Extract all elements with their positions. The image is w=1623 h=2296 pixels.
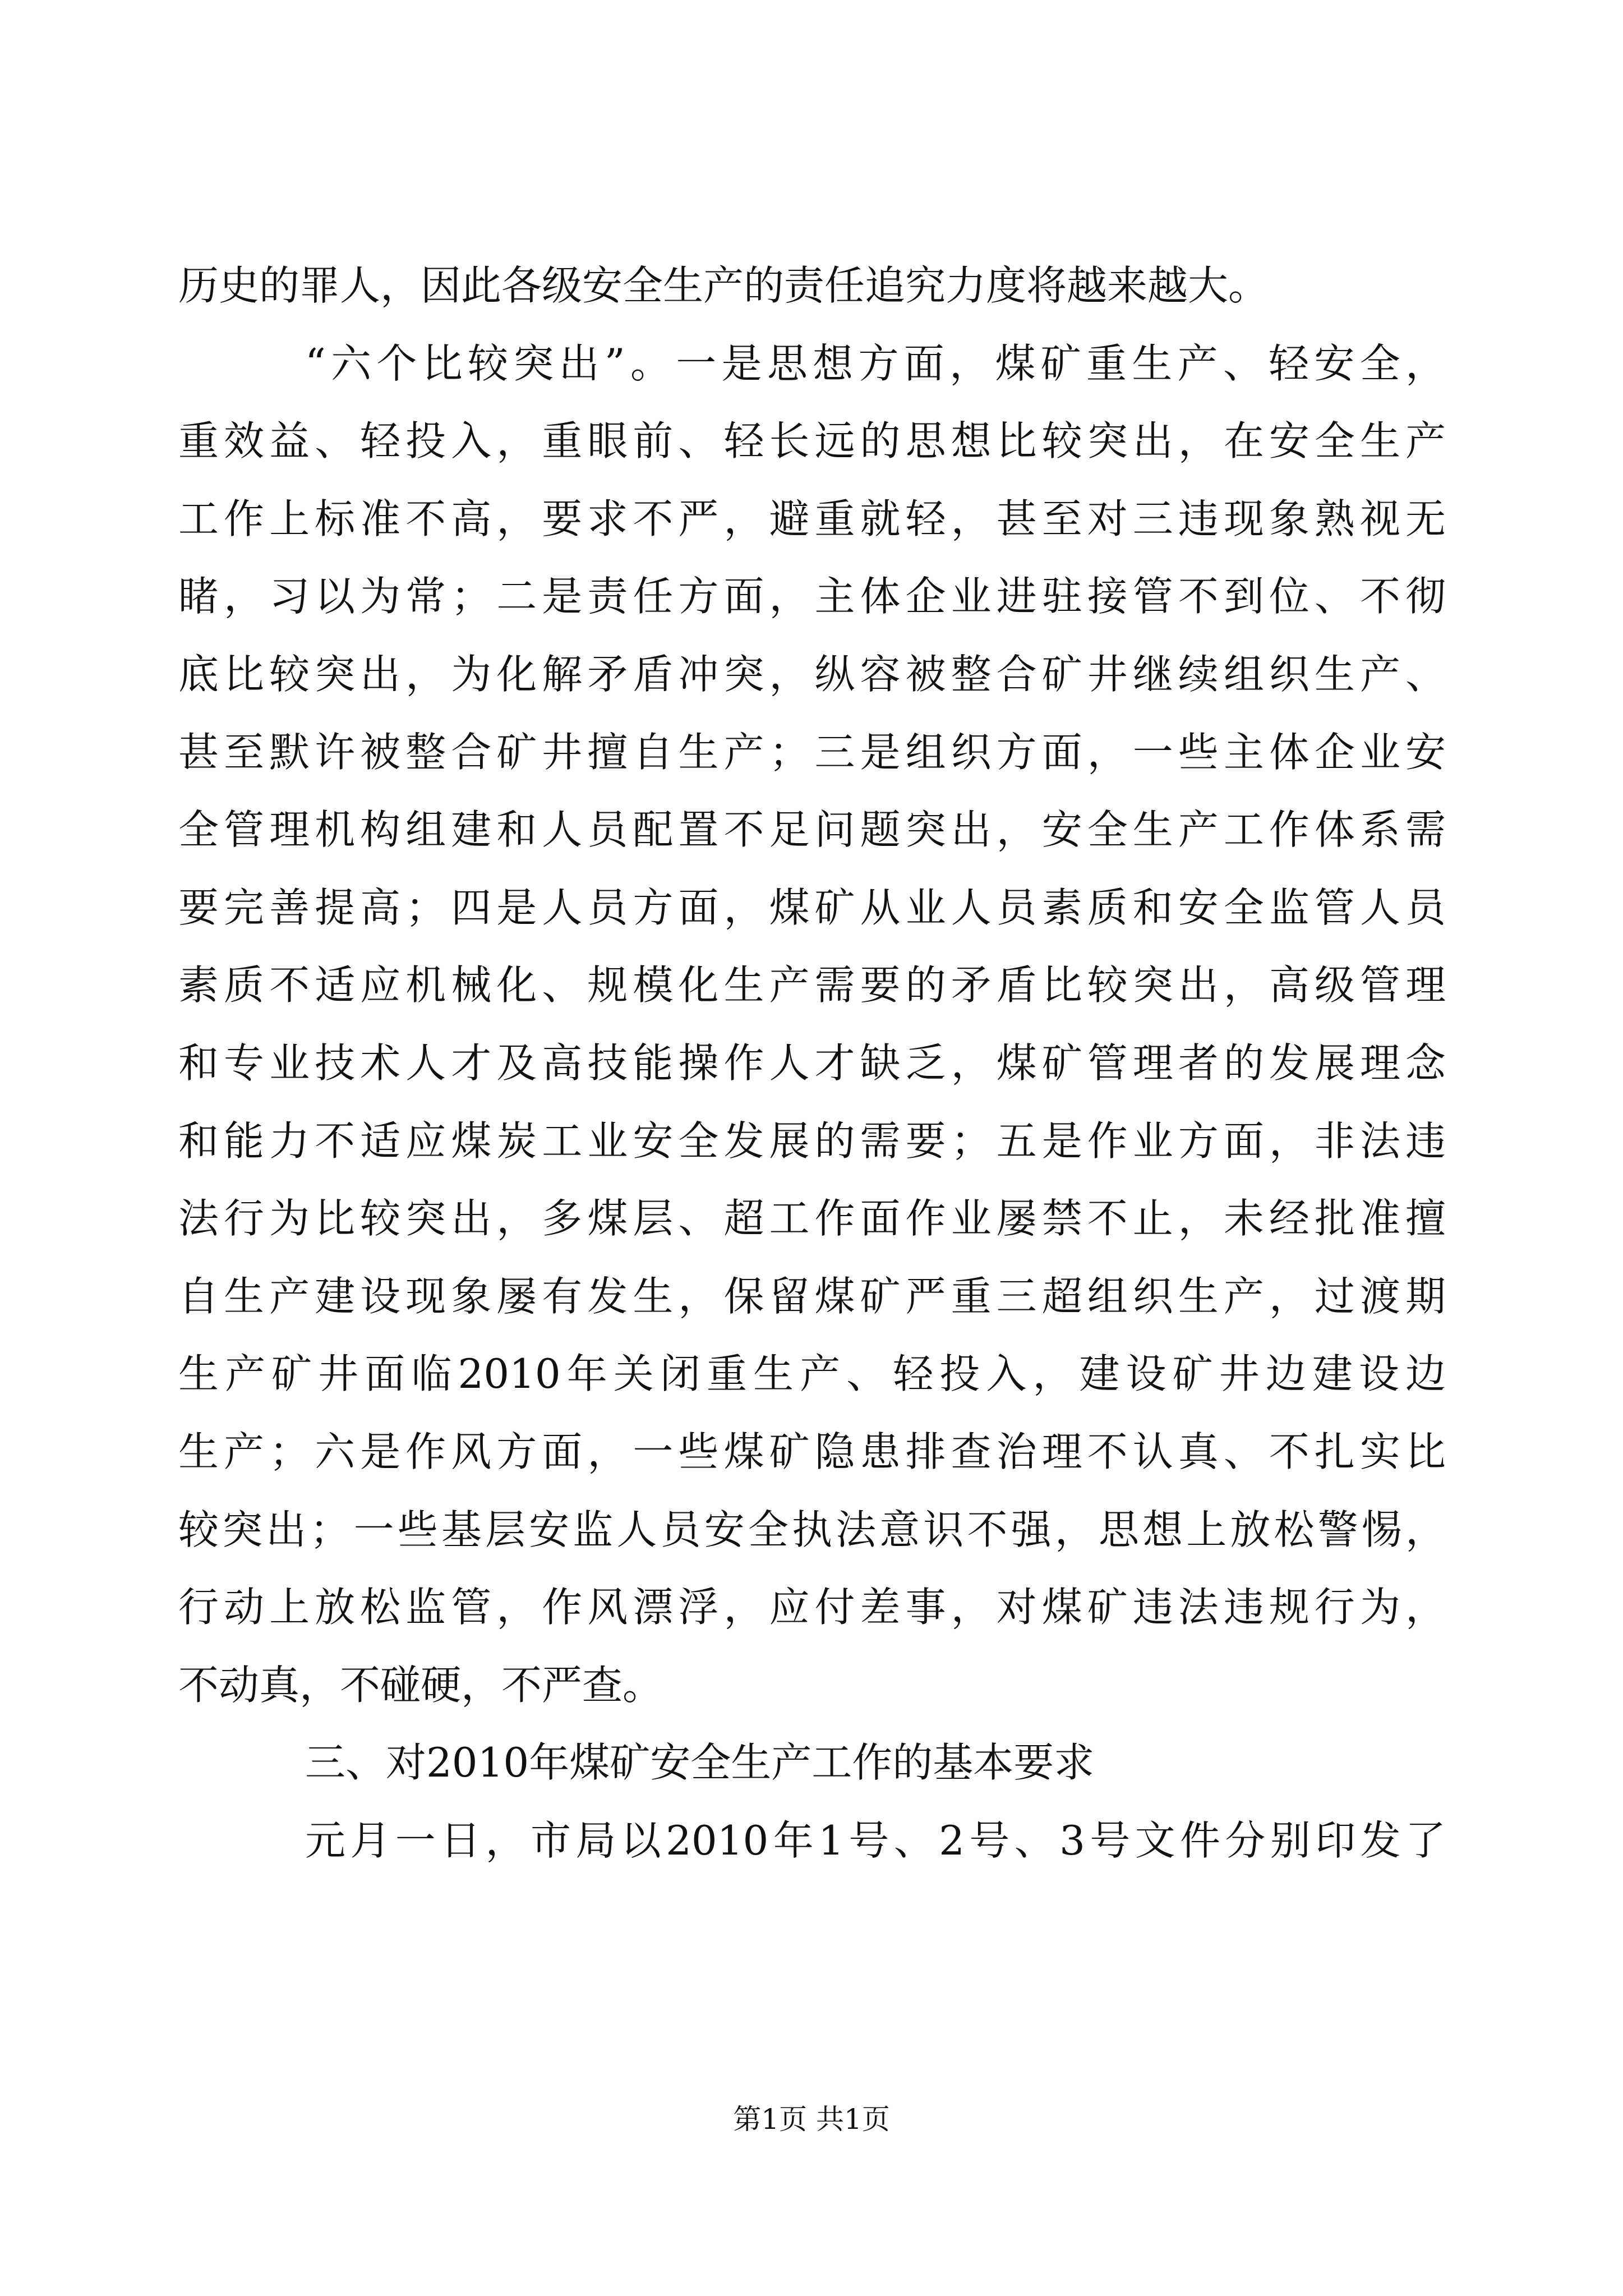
text-line: 元月一日，市局以2010年1号、2号、3号文件分别印发了 <box>305 1816 1446 1864</box>
text-line: 生产；六是作风方面，一些煤矿隐患排查治理不认真、不扎实比 <box>178 1428 1446 1475</box>
section-heading: 三、对2010年煤矿安全生产工作的基本要求 <box>305 1739 1095 1787</box>
text-line: 和专业技术人才及高技能操作人才缺乏，煤矿管理者的发展理念 <box>178 1039 1446 1087</box>
text-line: 素质不适应机械化、规模化生产需要的矛盾比较突出，高级管理 <box>178 961 1446 1009</box>
text-line: 甚至默许被整合矿井擅自生产；三是组织方面，一些主体企业安 <box>178 728 1446 776</box>
text-line: 法行为比较突出，多煤层、超工作面作业屡禁不止，未经批准擅 <box>178 1195 1446 1243</box>
text-line: 和能力不适应煤炭工业安全发展的需要；五是作业方面，非法违 <box>178 1117 1446 1165</box>
text-line: 工作上标准不高，要求不严，避重就轻，甚至对三违现象熟视无 <box>178 495 1446 542</box>
text-line: 要完善提高；四是人员方面，煤矿从业人员素质和安全监管人员 <box>178 884 1446 931</box>
text-line: 行动上放松监管，作风漂浮，应付差事，对煤矿违法违规行为， <box>178 1584 1446 1631</box>
text-line: 重效益、轻投入，重眼前、轻长远的思想比较突出，在安全生产 <box>178 417 1446 465</box>
text-line: 生产矿井面临2010年关闭重生产、轻投入，建设矿井边建设边 <box>178 1350 1446 1398</box>
text-line: 底比较突出，为化解矛盾冲突，纵容被整合矿井继续组织生产、 <box>178 650 1446 698</box>
text-line: 不动真，不碰硬，不严查。 <box>178 1661 663 1709</box>
text-line: 自生产建设现象屡有发生，保留煤矿严重三超组织生产，过渡期 <box>178 1272 1446 1320</box>
text-line: 全管理机构组建和人员配置不足问题突出，安全生产工作体系需 <box>178 806 1446 854</box>
text-line: “六个比较突出”。一是思想方面，煤矿重生产、轻安全， <box>305 339 1446 387</box>
document-body <box>178 247 1446 1879</box>
text-line: 睹，习以为常；二是责任方面，主体企业进驻接管不到位、不彻 <box>178 573 1446 620</box>
page-footer: 第1页 共1页 <box>733 2103 890 2136</box>
text-line: 历史的罪人，因此各级安全生产的责任追究力度将越来越大。 <box>178 262 1269 309</box>
text-line: 较突出；一些基层安监人员安全执法意识不强，思想上放松警惕， <box>178 1506 1446 1553</box>
